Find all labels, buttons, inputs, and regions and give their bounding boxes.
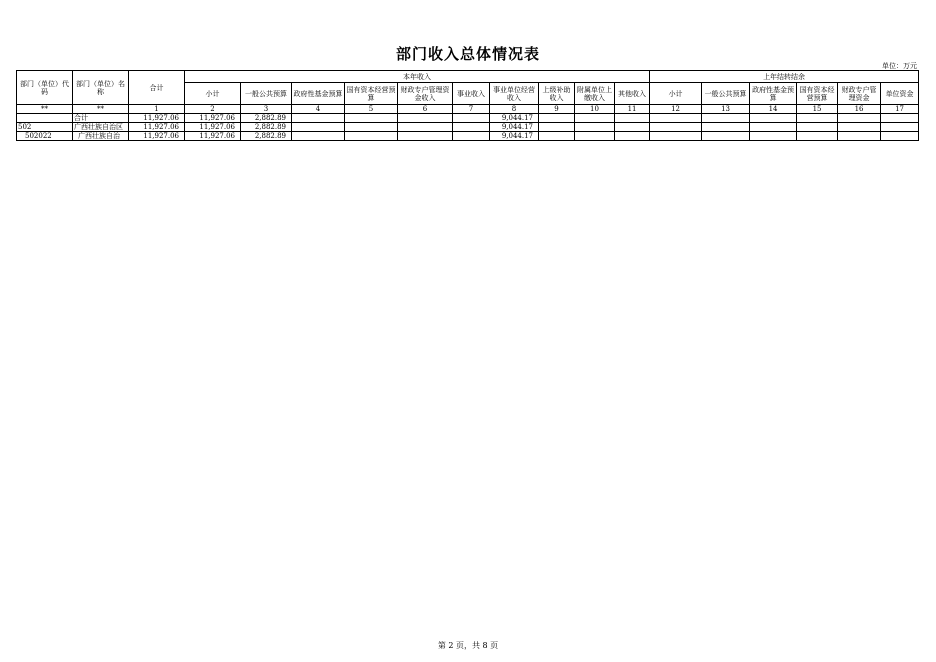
cell-business-income: 9,044.17 <box>490 132 539 141</box>
col-cy-operating: 事业单位经营收入 <box>490 83 539 105</box>
index-cell: ** <box>73 105 129 114</box>
col-co-general-budget: 一般公共预算 <box>702 83 750 105</box>
col-dept-name: 部门（单位）名称 <box>73 71 129 105</box>
col-cy-affiliated: 附属单位上缴收入 <box>575 83 615 105</box>
col-cy-subtotal: 小计 <box>185 83 241 105</box>
group-carryover: 上年结转结余 <box>650 71 919 83</box>
col-cy-general-budget: 一般公共预算 <box>241 83 292 105</box>
cell-subtotal: 11,927.06 <box>185 114 241 123</box>
index-cell: 15 <box>797 105 838 114</box>
col-total: 合计 <box>129 71 185 105</box>
index-row <box>17 105 919 114</box>
col-co-fiscal-special: 财政专户管理资金 <box>838 83 881 105</box>
col-co-state-capital: 国有资本经营预算 <box>797 83 838 105</box>
cell-code: 502022 <box>17 132 73 141</box>
index-cell: 2 <box>185 105 241 114</box>
col-cy-business: 事业收入 <box>453 83 490 105</box>
col-cy-other: 其他收入 <box>615 83 650 105</box>
header-row-1 <box>17 71 919 83</box>
table-row <box>17 114 919 123</box>
index-cell: 13 <box>702 105 750 114</box>
index-cell: 4 <box>292 105 345 114</box>
index-cell: 5 <box>345 105 398 114</box>
index-cell: 17 <box>881 105 919 114</box>
cell-general-budget: 2,882.89 <box>241 132 292 141</box>
cell-business-income: 9,044.17 <box>490 123 539 132</box>
col-cy-fiscal-special: 财政专户管理资金收入 <box>398 83 453 105</box>
cell-total: 11,927.06 <box>129 123 185 132</box>
col-dept-code: 部门（单位）代码 <box>17 71 73 105</box>
col-cy-superior-subsidy: 上级补助收入 <box>539 83 575 105</box>
index-cell: 16 <box>838 105 881 114</box>
col-co-subtotal: 小计 <box>650 83 702 105</box>
unit-label: 单位：万元 <box>882 62 917 70</box>
cell-code: 502 <box>17 123 73 132</box>
index-cell: 6 <box>398 105 453 114</box>
col-cy-state-capital: 国有资本经营预算 <box>345 83 398 105</box>
cell-name: 合计 <box>73 114 129 123</box>
index-cell: 3 <box>241 105 292 114</box>
index-cell: 1 <box>129 105 185 114</box>
group-current-year: 本年收入 <box>185 71 650 83</box>
index-cell: 10 <box>575 105 615 114</box>
table-row <box>17 123 919 132</box>
index-cell: 14 <box>750 105 797 114</box>
cell-total: 11,927.06 <box>129 132 185 141</box>
col-cy-gov-fund: 政府性基金预算 <box>292 83 345 105</box>
income-table <box>16 70 919 141</box>
cell-business-income: 9,044.17 <box>490 114 539 123</box>
cell-code <box>17 114 73 123</box>
cell-general-budget: 2,882.89 <box>241 123 292 132</box>
index-cell: ** <box>17 105 73 114</box>
cell-name: 广西壮族自治 <box>73 132 129 141</box>
index-cell: 9 <box>539 105 575 114</box>
cell-subtotal: 11,927.06 <box>185 132 241 141</box>
cell-name: 广西壮族自治区 <box>73 123 129 132</box>
index-cell: 12 <box>650 105 702 114</box>
col-co-gov-fund: 政府性基金预算 <box>750 83 797 105</box>
cell-subtotal: 11,927.06 <box>185 123 241 132</box>
index-cell: 11 <box>615 105 650 114</box>
cell-general-budget: 2,882.89 <box>241 114 292 123</box>
cell-total: 11,927.06 <box>129 114 185 123</box>
index-cell: 7 <box>453 105 490 114</box>
page-number: 第 2 页，共 8 页 <box>437 641 499 650</box>
col-co-unit-funds: 单位资金 <box>881 83 919 105</box>
page-title: 部门收入总体情况表 <box>395 45 540 63</box>
index-cell: 8 <box>490 105 539 114</box>
table-row <box>17 132 919 141</box>
